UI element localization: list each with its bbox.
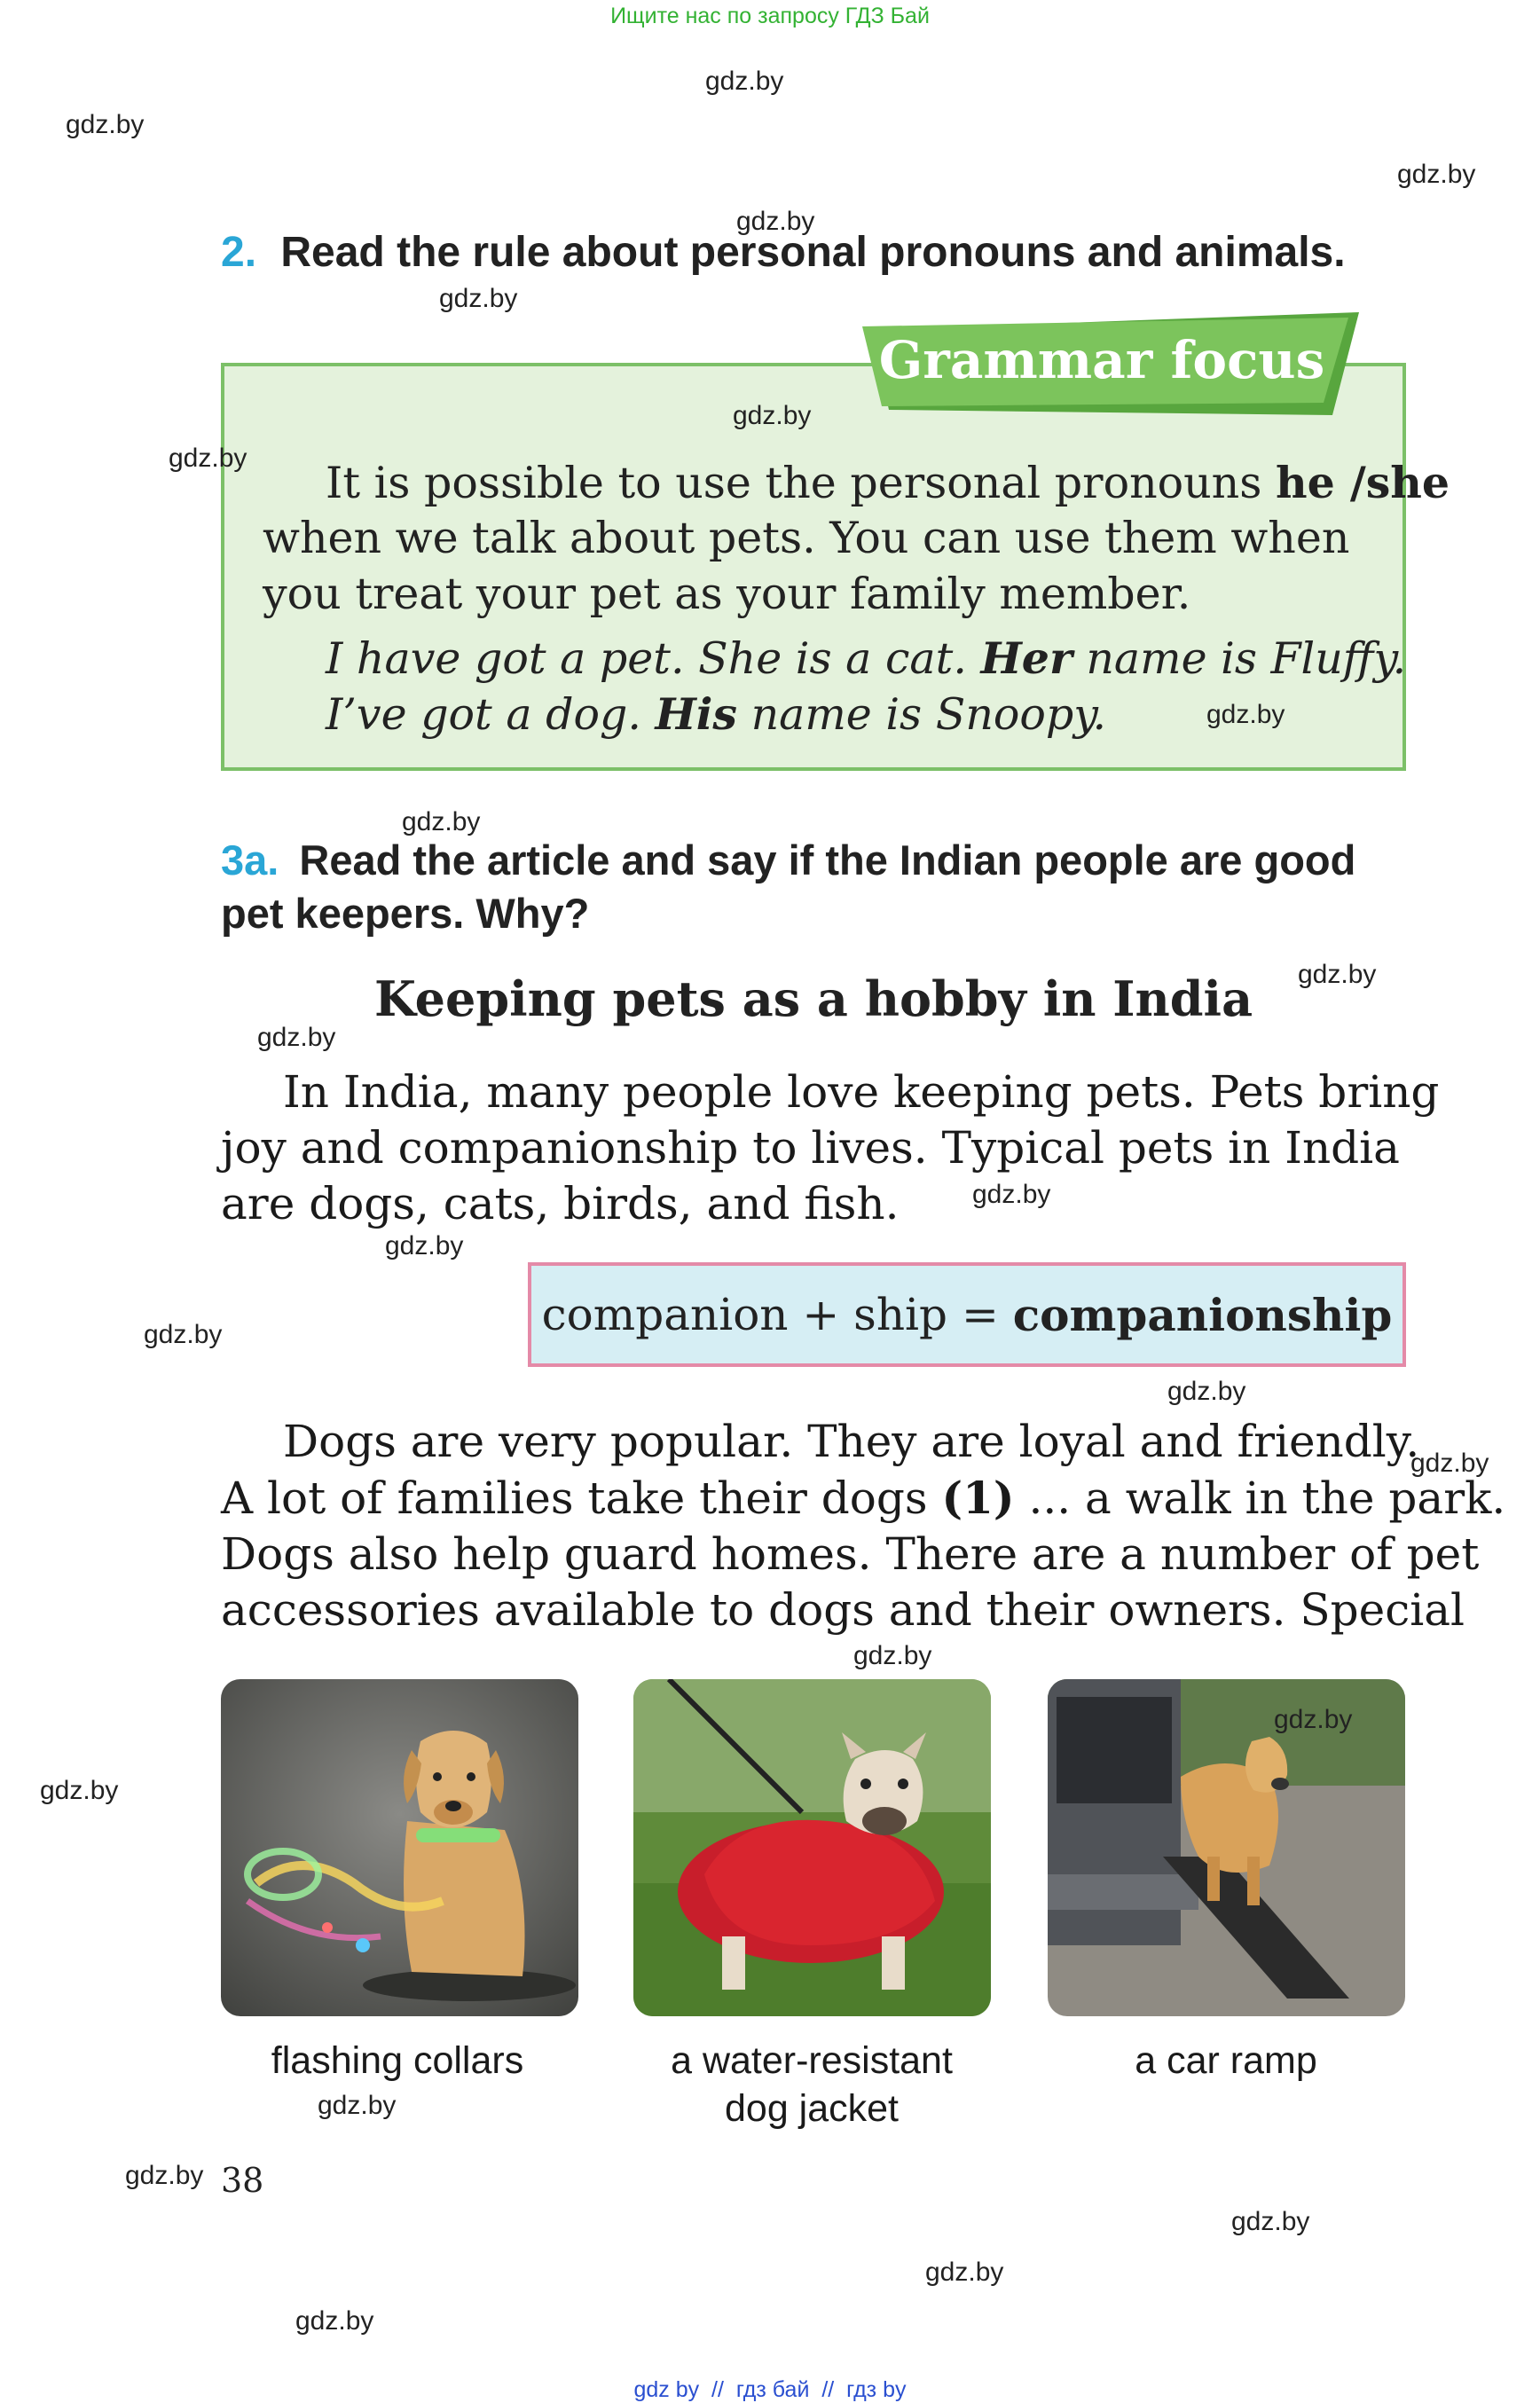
watermark: gdz.by [1298, 960, 1377, 989]
exercise-3a-heading-line-2: pet keepers. Why? [221, 890, 590, 937]
article-paragraph-1 [221, 1064, 1440, 1232]
exercise-number: 2. [221, 229, 257, 276]
exercise-instruction: Read the rule about personal pronouns and animals. [280, 229, 1346, 276]
gap-number: (1) [941, 1472, 1015, 1524]
line-text: ... a walk in the park. [1014, 1472, 1506, 1524]
watermark: gdz.by [1167, 1377, 1246, 1406]
dog-in-red-jacket-illustration [633, 1679, 991, 2016]
caption-car-ramp: a car ramp [1135, 2039, 1317, 2082]
watermark: gdz.by [402, 807, 481, 836]
word-result: companionship [1012, 1288, 1393, 1341]
paragraph-line: joy and companionship to lives. Typical pets in India [221, 1122, 1400, 1174]
watermark: gdz.by [853, 1641, 932, 1670]
watermark: gdz.by [125, 2161, 204, 2190]
paragraph-line: are dogs, cats, birds, and fish. [221, 1178, 900, 1229]
watermark: gdz.by [1206, 700, 1285, 729]
grammar-example-1 [326, 630, 1407, 687]
example-text: I’ve got a dog. [326, 689, 656, 740]
grammar-focus-tag [862, 310, 1361, 415]
word-formation-box [528, 1262, 1406, 1367]
watermark: gdz.by [705, 67, 784, 96]
watermark: gdz.by [144, 1320, 223, 1349]
paragraph-line: Dogs also help guard homes. There are a number of pet [221, 1528, 1480, 1580]
example-text: name is Snoopy. [737, 689, 1107, 740]
example-bold: Her [980, 632, 1072, 684]
example-bold: His [655, 688, 737, 740]
watermark: gdz.by [1231, 2207, 1310, 2236]
word-formula: companion + ship = [541, 1289, 1013, 1340]
paragraph-line: accessories available to dogs and their owners. Special [221, 1584, 1465, 1636]
caption-dog-jacket-line-2: dog jacket [724, 2087, 900, 2130]
dog-with-collar-illustration [221, 1679, 578, 2016]
watermark: gdz.by [972, 1180, 1051, 1209]
watermark: gdz.by [439, 284, 518, 313]
caption-dog-jacket-line-1: a water-resistant [671, 2039, 953, 2082]
rule-text: It is possible to use the personal pronouns [326, 458, 1276, 508]
exercise-number: 3a. [221, 836, 279, 883]
article-title: Keeping pets as a hobby in India [373, 970, 1253, 1027]
grammar-rule-line-3: you treat your pet as your family member. [263, 569, 1191, 619]
watermark: gdz.by [66, 110, 145, 139]
watermark: gdz.by [1410, 1449, 1489, 1478]
top-banner[interactable]: Ищите нас по запросу ГДЗ Бай [610, 4, 930, 28]
watermark: gdz.by [733, 401, 812, 430]
grammar-rule-line-2: when we talk about pets. You can use them when [263, 513, 1350, 563]
photo-flashing-collars [221, 1679, 578, 2016]
watermark: gdz.by [925, 2258, 1004, 2287]
paragraph-line: In India, many people love keeping pets. Pets bring [283, 1066, 1440, 1118]
watermark: gdz.by [385, 1231, 464, 1260]
exercise-3a-heading-line-1 [221, 836, 1355, 884]
paragraph-line [221, 1470, 1506, 1527]
paragraph-line: Dogs are very popular. They are loyal and friendly. [283, 1416, 1420, 1467]
grammar-rule-line-1 [326, 454, 1450, 512]
watermark: gdz.by [1274, 1705, 1353, 1734]
watermark: gdz.by [169, 444, 248, 473]
watermark: gdz.by [1397, 160, 1476, 189]
watermark: gdz.by [736, 207, 815, 236]
watermark: gdz.by [257, 1023, 336, 1052]
bottom-banner[interactable]: gdz by // гдз бай // гдз by [633, 2377, 907, 2402]
page-number: 38 [221, 2161, 264, 2200]
photo-dog-jacket [633, 1679, 991, 2016]
watermark: gdz.by [295, 2306, 374, 2336]
watermark: gdz.by [40, 1776, 119, 1805]
watermark: gdz.by [318, 2091, 397, 2120]
example-text: I have got a pet. She is a cat. [326, 633, 981, 684]
line-text: A lot of families take their dogs [221, 1472, 942, 1524]
exercise-instruction: Read the article and say if the Indian people are good [299, 836, 1356, 883]
caption-flashing-collars: flashing collars [271, 2039, 524, 2082]
rule-pronouns: he /she [1275, 457, 1450, 508]
grammar-focus-title: Grammar focus [878, 330, 1325, 390]
example-text: name is Fluffy. [1072, 633, 1407, 684]
